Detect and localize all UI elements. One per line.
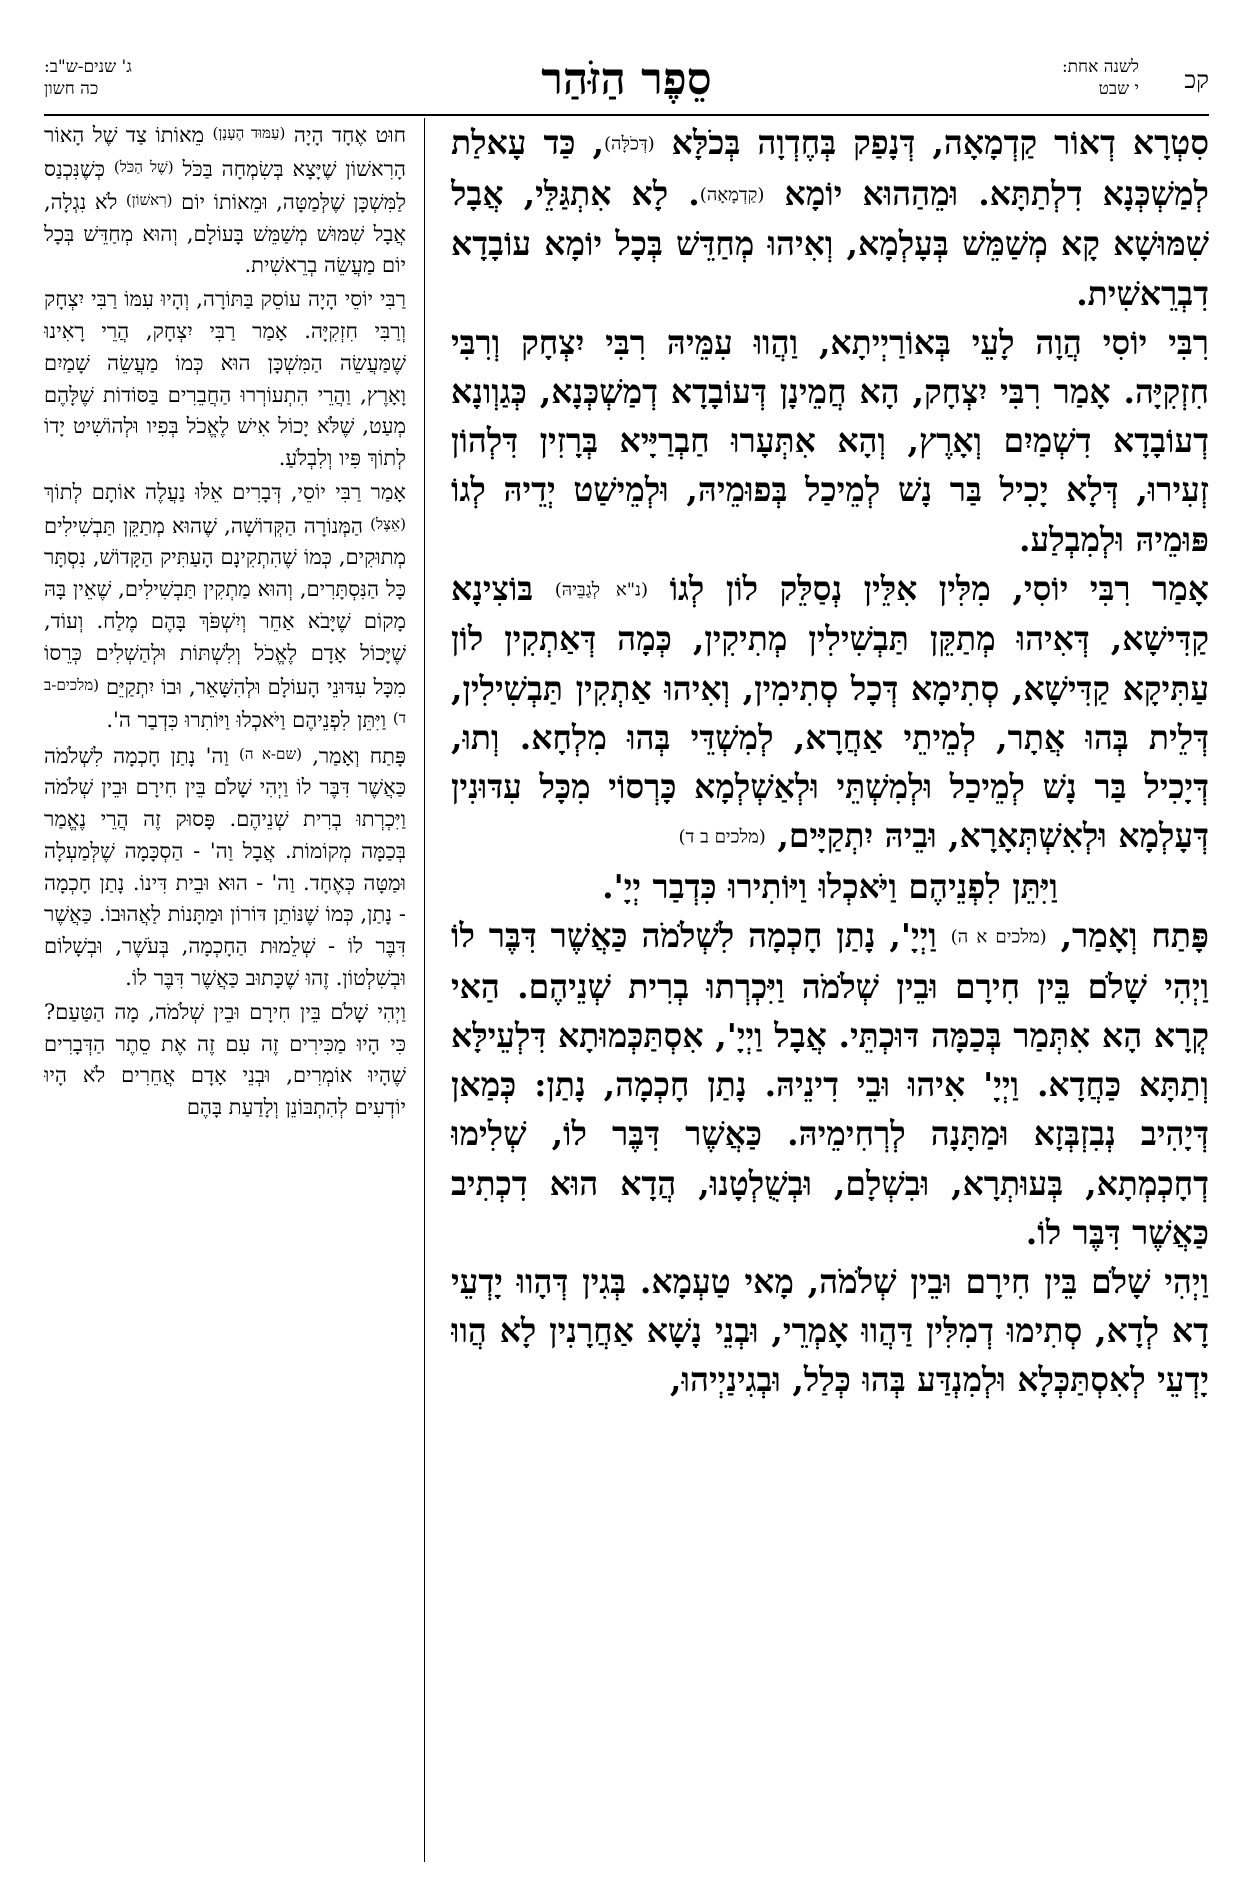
schedule-label: לשנה אחת: (1061, 57, 1139, 77)
paragraph (451, 564, 1209, 862)
aramaic-text-column (451, 118, 1209, 1862)
paragraph-text: אָמַר רַבִּי יוֹסֵי, דְּבָרִים אֵלּוּ נַעֲלֶה אוֹתָם לְתוֹךְ (44, 480, 406, 505)
source-reference: (שם-א ה) (239, 744, 303, 763)
paragraph-text: וַיְיָ', נָתַן חָכְמָה לִשְׁלֹמֹה כַּאֲשֶׁר דִּבֶּר לוֹ וַיְהִי שָׁלֹם בֵּין חִירָם וּבֵין שְׁלֹמֹה וַיִּכְרְתוּ בְרִית שְׁנֵיהֶם. הַאי קְרָא הָא אִתְּמַר בְּכַמָּה דּוּכְתֵּי. אֲבָל וַיְיָ', אִסְתַּכְּמוּתָא דִּלְעֵילָּא וְתַתָּא כַּחֲדָא. וַיְיָ' אִיהוּ וּבֵי דִינֵיהּ. נָתַן חָכְמָה, נָתַן: כְּמַאן דְּיָהִיב נְבִזְבְּזָא וּמַתָּנָה לְרְחִימֵיהּ. כַּאֲשֶׁר דִּבֶּר לוֹ, שְׁלִימוּ דְחָכְמְתָא, בְּעוּתְרָא, וּבִשְׁלָם, וּבְשֻׁלְטָנוּ, הֲדָא הוּא דִכְתִיב כַּאֲשֶׁר דִּבֶּר לוֹ. (451, 916, 1209, 1252)
source-reference: (מלכים ב ד) (678, 826, 766, 848)
column-divider (424, 118, 425, 1862)
source-reference: (דְּכֹלָּה) (603, 133, 655, 155)
paragraph-text: כְּשֶׁנִּכְנַס לַמִּשְׁכָּן שֶׁלְּמַטָּה, וּמֵאוֹתוֹ יוֹם (44, 156, 406, 214)
paragraph (451, 1257, 1209, 1405)
paragraph-text: הַמְּנוֹרָה הַקְּדוֹשָׁה, שֶׁהוּא מְתַקֵּן תַּבְשִׁילִים מְתוּקִים, כְּמוֹ שֶׁהִתְקִינָם הָעַתִּיק הַקָּדוֹשׁ, נִסְתָּר כָּל הַנִּסְתָּרִים, וְהוּא מַתְקִין תַּבְשִׁילִים, שֶׁאֵין בָּהּ מָקוֹם שֶׁיָּבֹא אַחֵר וְיִשְׁפֹּךְ בָּהֶם מֶלַח. וְעוֹד, שֶׁיָּכוֹל אָדָם לֶאֱכֹל וְלִשְׁתּוֹת וּלְהַשְׁלִים כְּרֵסוֹ מִכָּל עִדּוּנֵי הָעוֹלָם וּלְהִשָּׁאֵר, וּבוֹ יִתְקַיֵּם (44, 513, 406, 699)
paragraph (451, 911, 1209, 1257)
page-number: קכ (1184, 66, 1209, 94)
paragraph (451, 118, 1209, 318)
paragraph (44, 997, 406, 1124)
paragraph-text: . לָא אִתְגַּלֵּי, אֲבָל שִׁמּוּשָׁא קָא מְשַׁמֵּשׁ בְּעָלְמָא, וְאִיהוּ מְחַדֵּשׁ בְּכָל יוֹמָא עוֹבָדָא דִבְרֵאשִׁית. (451, 173, 1209, 313)
schedule-date: כה חשון (44, 79, 99, 99)
source-reference: (רִאשׁוֹן) (125, 191, 173, 210)
paragraph-text: מֵאוֹתוֹ צַד שֶׁל הָאוֹר הָרִאשׁוֹן שֶׁיָּצָא בְּשִׂמְחָה בַּכֹּל (44, 122, 406, 181)
paragraph-text: סִטְרָא דְאוֹר קַדְמָאָה, דְּנָפַק בְּחֶדְוָה בְּכֹלָּא (654, 123, 1209, 162)
page-body (44, 118, 1209, 1862)
paragraph (44, 284, 406, 475)
paragraph-text: וַה' נָתַן חָכְמָה לִשְׁלֹמֹה כַּאֲשֶׁר דִּבֶּר לוֹ וַיְהִי שָׁלֹם בֵּין חִירָם וּבֵין שְׁלֹמֹה וַיִּכְרְתוּ בְרִית שְׁנֵיהֶם. פָּסוּק זֶה הֲרֵי נֶאֱמַר בְּכַמָּה מְקוֹמוֹת. אֲבָל וַה' - הַסְכָּמָה שֶׁלְּמַעְלָה וּמַטָּה כְּאֶחָד. וַה' - הוּא וּבֵית דִּינוֹ. נָתַן חָכְמָה - נָתַן, כְּמוֹ שֶׁנּוֹתֵן דּוֹרוֹן וּמַתָּנוֹת לַאֲהוּבוֹ. כַּאֲשֶׁר דִּבֶּר לוֹ - שְׁלֵמוּת הַחָכְמָה, בְּעֹשֶׁר, וּבְשָׁלוֹם וּבְשִׁלְטוֹן. זֶהוּ שֶׁכָּתוּב כַּאֲשֶׁר דִּבֶּר לוֹ. (44, 743, 406, 991)
paragraph-text: וַיִּתֵּן לִפְנֵיהֶם וַיֹּאכְלוּ וַיּוֹתִירוּ כִּדְבַר יְיָ'. (602, 866, 1058, 906)
paragraph-text: וַיְהִי שָׁלֹם בֵּין חִירָם וּבֵין שְׁלֹמֹה, מָאי טַעְמָא. בְּגִין דְּהָווּ יָדְעֵי דָא לְדָא, סְתִימוּ דְמִלִּין דַּהֲווּ אָמְרֵי, וּבְנֵי נָשָׁא אַחֲרָנִין לָא הֲווּ יָדְעֵי לְאִסְתַּכְּלָא וּלְמִנְדַּע בְּהוּ כְּלַל, וּבְגִינַיְיהוּ, (451, 1262, 1209, 1400)
schedule-date: י שבט (1098, 79, 1139, 99)
paragraph (44, 118, 406, 282)
paragraph-text: בּוֹצִינָא קַדִּישָׁא, דְּאִיהוּ מְתַקֵּן תַּבְשִׁילִין מְתִיקִין, כְּמָה דְּאַתְקִין לוֹן עַתִּיקָא קַדִּישָׁא, סְתִימָא דְּכָל סְתִימִין, וְאִיהוּ אַתְקִין תַּבְשִׁילִין, דְּלֵית בְּהוּ אֲתָר, לְמֵיתֵי אַחֲרָא, לְמִשְׁדֵּי בְּהוּ מִלְחָא. וְתוּ, דְּיָכִיל בַּר נָשׁ לְמֵיכַל וּלְמִשְׁתֵּי וּלְאַשְׁלְמָא כָּרְסוֹי מִכָּל עִדּוּנִין דְּעָלְמָא וּלְאִשְׁתְּאָרָא, וּבֵיהּ יִתְקַיָּים, (451, 568, 1209, 856)
zohar-page (44, 52, 1209, 1862)
source-reference: (אֵצֶל) (370, 514, 406, 533)
page-header (44, 52, 1209, 116)
paragraph-text: רִבִּי יוֹסִי הֲוָה לָעֵי בְּאוֹרַיְיתָא, וַהֲווּ עִמֵּיהּ רִבִּי יִצְחָק וְרִבִּי חִזְקִיָּה. אָמַר רִבִּי יִצְחָק, הָא חֲמֵינָן דְּעוֹבָדָא דְמַשְׁכְּנָא, כְּגַוְונָא דְעוֹבָדָא דִשְׁמַיִם וְאָרֶץ, וְהָא אִתְּעָרוּ חַבְרַיָּיא בְּרָזִין דִּלְהוֹן זְעִירוּ, דְּלָא יָכִיל בַּר נָשׁ לְמֵיכַל בְּפוּמֵיהּ, וּלְמֵישַׁט יְדֵיהּ לְגוֹ פּוּמֵיהּ וּלְמִבְלַע. (451, 322, 1209, 559)
page-title: סֵפֶר הַזֹּהַר (541, 54, 712, 105)
source-reference: (מלכים-ב ד) (44, 675, 406, 728)
source-reference: (קַדְמָאָה) (699, 184, 765, 206)
paragraph-text: חוּט אֶחָד הָיָה (285, 122, 406, 147)
paragraph-text: רַבִּי יוֹסֵי הָיָה עוֹסֵק בַּתּוֹרָה, וְהָיוּ עִמּוֹ רַבִּי יִצְחָק וְרַבִּי חִזְקִיָּה. אָמַר רַבִּי יִצְחָק, הֲרֵי רָאִינוּ שֶׁמַּעֲשֵׂה הַמִּשְׁכָּן הוּא כְּמוֹ מַעֲשֵׂה שָׁמַיִם וָאָרֶץ, וַהֲרֵי הִתְעוֹרְרוּ הַחֲבֵרִים בַּסּוֹדוֹת שֶׁלָּהֶם מְעַט, שֶׁלֹּא יָכוֹל אִישׁ לֶאֱכֹל בְּפִיו וּלְהוֹשִׁיט יָדוֹ לְתוֹךְ פִּיו וְלִבְלֹעַ. (44, 287, 406, 471)
paragraph (44, 739, 406, 995)
paragraph-text: וַיִּתֵּן לִפְנֵיהֶם וַיֹּאכְלוּ וַיּוֹתִרוּ כִּדְבַר ה'. (106, 707, 393, 732)
paragraph (451, 862, 1209, 911)
paragraph-text: , כַּד עָאלַת לְמַשְׁכְּנָא דִלְתַתָּא. וּמֵהַהוּא יוֹמָא (451, 123, 1209, 213)
paragraph-text: לֹא נִגְלָה, אֲבָל שִׁמּוּשׁ מְשַׁמֵּשׁ בָּעוֹלָם, וְהוּא מְחַדֵּשׁ בְּכָל יוֹם מַעֲשֵׂה בְרֵאשִׁית. (44, 189, 406, 278)
paragraph-text: פָּתַח וְאָמַר, (302, 743, 406, 768)
source-reference: (נ"א לְגַבֵּיהּ) (554, 579, 649, 601)
paragraph-text: אָמַר רִבִּי יוֹסִי, מִלִּין אִלֵּין נְסַלֵּק לוֹן לְגוֹ (648, 568, 1209, 608)
source-reference: (מלכים א ה) (950, 926, 1047, 948)
paragraph (451, 318, 1209, 564)
paragraph-text: וַיְהִי שָׁלֹם בֵּין חִירָם וּבֵין שְׁלֹמֹה, מָה הַטַּעַם? כִּי הָיוּ מַכִּירִים זֶה עִם זֶה אֶת סֵתֶר הַדְּבָרִים שֶׁהָיוּ אוֹמְרִים, וּבְנֵי אָדָם אֲחֵרִים לֹא הָיוּ יוֹדְעִים לְהִתְבּוֹנֵן וְלָדַעַת בָּהֶם (44, 999, 406, 1120)
source-reference: (שֶׁל הַכֹּל) (113, 157, 174, 176)
reading-schedule-three-years (44, 56, 132, 100)
source-reference: (עַמּוּד הֶעָנָן) (212, 124, 286, 142)
hebrew-translation-column (44, 118, 406, 1862)
schedule-label: ג' שנים-ש"ב: (44, 57, 132, 77)
paragraph-text: פָּתַח וְאָמַר, (1046, 916, 1209, 956)
paragraph (44, 477, 406, 737)
